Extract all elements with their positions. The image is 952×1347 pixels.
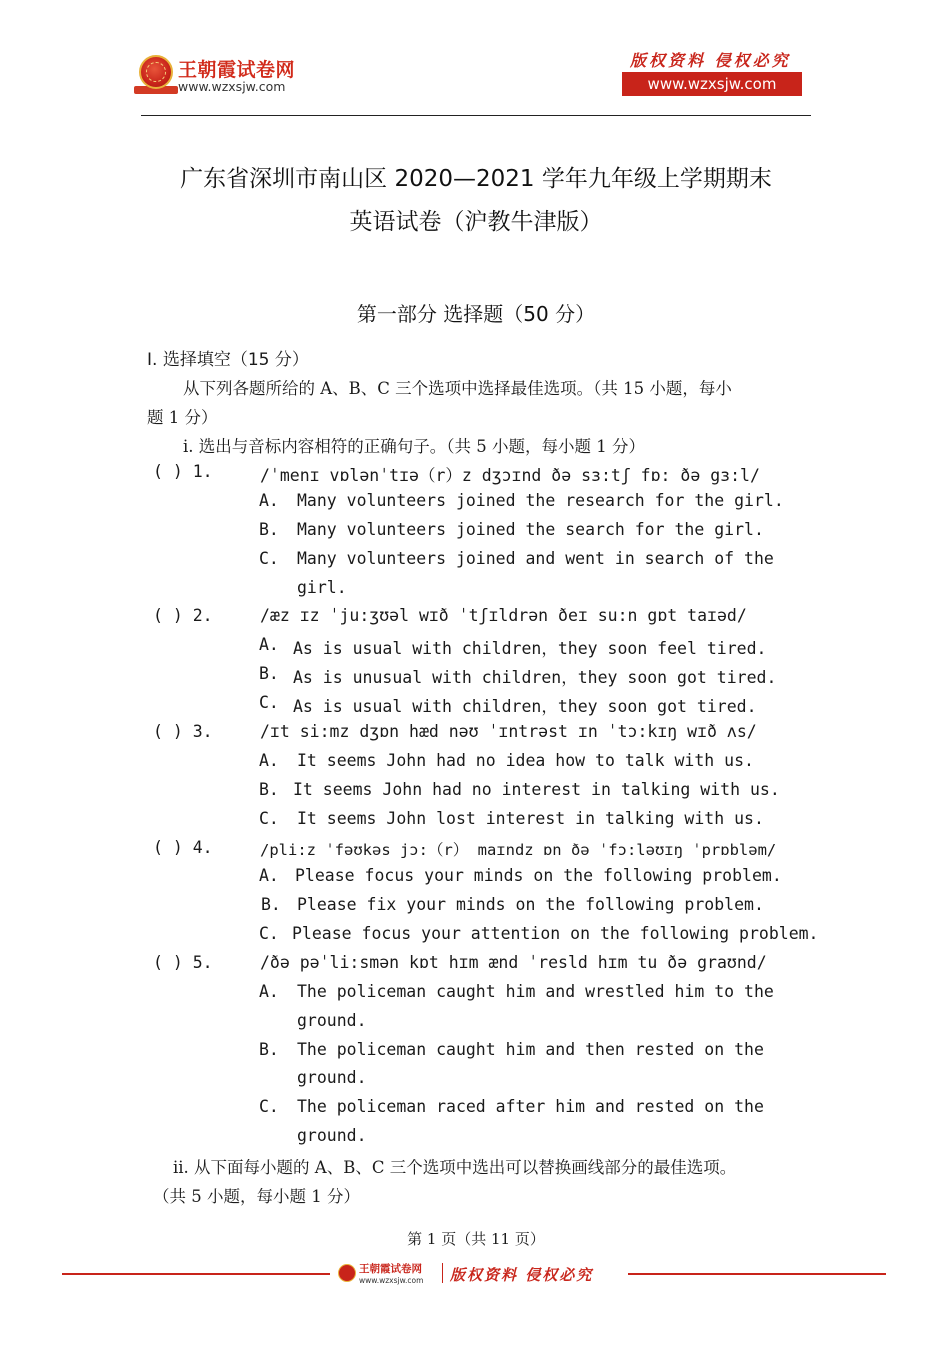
option-text-cont: ground. bbox=[297, 1126, 367, 1145]
option-letter: A. bbox=[259, 491, 279, 510]
option-text-cont: ground. bbox=[297, 1068, 367, 1087]
footer-logo-name: 王朝霞试卷网 bbox=[359, 1263, 422, 1275]
question-phonetic: /ˈmenɪ vɒlənˈtɪə（r）z dʒɔɪnd ðə sɜ:tʃ fɒ: ðə gɜ:l/ bbox=[260, 466, 760, 485]
document-title-line1: 广东省深圳市南山区 2020—2021 学年九年级上学期期末 bbox=[180, 166, 772, 192]
option-text: It seems John lost interest in talking with us. bbox=[297, 809, 764, 828]
option-letter: C. bbox=[259, 924, 279, 943]
section-instructions: 从下列各题所给的 A、B、C 三个选项中选择最佳选项。（共 15 小题，每小 bbox=[183, 379, 732, 398]
part-title: 第一部分 选择题（50 分） bbox=[356, 302, 596, 326]
option-letter: C. bbox=[259, 549, 279, 568]
option-text: As is usual with children，they soon feel tired. bbox=[293, 639, 767, 658]
subsection-ii-instructions-cont: （共 5 小题，每小题 1 分） bbox=[153, 1187, 360, 1206]
footer-logo-icon bbox=[338, 1264, 356, 1282]
option-text: Many volunteers joined the research for the girl. bbox=[297, 491, 784, 510]
section-heading: Ⅰ. 选择填空（15 分） bbox=[147, 350, 309, 370]
subsection-i-instructions: i. 选出与音标内容相符的正确句子。（共 5 小题，每小题 1 分） bbox=[183, 437, 645, 456]
option-letter: C. bbox=[259, 809, 279, 828]
document-title-line2: 英语试卷（沪教牛津版） bbox=[349, 209, 603, 235]
header-divider bbox=[141, 115, 811, 116]
footer-rule-right bbox=[628, 1273, 886, 1275]
option-text-cont: ground. bbox=[297, 1011, 367, 1030]
option-letter: C. bbox=[259, 693, 279, 712]
answer-bracket[interactable]: ( ) 3. bbox=[153, 722, 213, 741]
question-phonetic: /ðə pəˈli:smən kɒt hɪm ænd ˈresld hɪm tu ðə graʊnd/ bbox=[260, 953, 767, 972]
answer-bracket[interactable]: ( ) 1. bbox=[153, 462, 213, 481]
page-number: 第 1 页（共 11 页） bbox=[407, 1230, 545, 1248]
option-text: Please focus your minds on the following problem. bbox=[295, 866, 782, 885]
question-phonetic: /æz ɪz ˈju:ʒʊəl wɪð ˈtʃɪldrən ðeɪ su:n gɒt taɪəd/ bbox=[260, 606, 747, 625]
option-text: Many volunteers joined and went in search of the bbox=[297, 549, 774, 568]
footer-rights: 版权资料 侵权必究 bbox=[450, 1266, 594, 1284]
option-letter: C. bbox=[259, 1097, 279, 1116]
option-text: Please focus your attention on the following problem. bbox=[292, 924, 819, 943]
option-text: As is unusual with children，they soon got tired. bbox=[293, 668, 777, 687]
logo-name: 王朝霞试卷网 bbox=[178, 59, 296, 81]
option-text: Many volunteers joined the search for the girl. bbox=[297, 520, 764, 539]
logo-url: www.wzxsjw.com bbox=[178, 79, 286, 94]
section-instructions-cont: 题 1 分） bbox=[147, 408, 218, 427]
subsection-ii-instructions: ii. 从下面每小题的 A、B、C 三个选项中选出可以替换画线部分的最佳选项。 bbox=[173, 1158, 737, 1177]
rights-url: www.wzxsjw.com bbox=[622, 72, 802, 96]
option-letter: B. bbox=[259, 1040, 279, 1059]
answer-bracket[interactable]: ( ) 2. bbox=[153, 606, 213, 625]
answer-bracket[interactable]: ( ) 4. bbox=[153, 838, 213, 857]
option-letter: B. bbox=[259, 664, 279, 683]
option-letter: B. bbox=[259, 780, 279, 799]
footer-rule-left bbox=[62, 1273, 330, 1275]
option-text: The policeman caught him and wrestled him to the bbox=[297, 982, 774, 1001]
footer-separator bbox=[442, 1263, 443, 1283]
option-letter: B. bbox=[259, 520, 279, 539]
option-text: It seems John had no idea how to talk with us. bbox=[297, 751, 754, 770]
option-letter: B. bbox=[261, 895, 281, 914]
option-text: Please fix your minds on the following problem. bbox=[297, 895, 764, 914]
footer-logo-url: www.wzxsjw.com bbox=[359, 1276, 424, 1285]
option-text: The policeman raced after him and rested on the bbox=[297, 1097, 764, 1116]
logo-badge-icon bbox=[139, 55, 173, 89]
option-letter: A. bbox=[259, 982, 279, 1001]
question-phonetic: /ɪt si:mz dʒɒn hæd nəʊ ˈɪntrəst ɪn ˈtɔ:kɪŋ wɪð ʌs/ bbox=[260, 722, 757, 741]
option-text: The policeman caught him and then rested on the bbox=[297, 1040, 764, 1059]
question-phonetic: /pli:z ˈfəʊkəs jɔ:（r） maɪndz ɒn ðə ˈfɔ:ləʊɪŋ ˈprɒbləm/ bbox=[260, 841, 777, 859]
option-text: It seems John had no interest in talking with us. bbox=[293, 780, 780, 799]
option-text: As is usual with children，they soon got tired. bbox=[293, 697, 757, 716]
rights-notice: 版权资料 侵权必究 bbox=[630, 51, 791, 70]
option-letter: A. bbox=[259, 751, 279, 770]
option-letter: A. bbox=[259, 635, 279, 654]
option-text-cont: girl. bbox=[297, 578, 347, 597]
answer-bracket[interactable]: ( ) 5. bbox=[153, 953, 213, 972]
option-letter: A. bbox=[259, 866, 279, 885]
